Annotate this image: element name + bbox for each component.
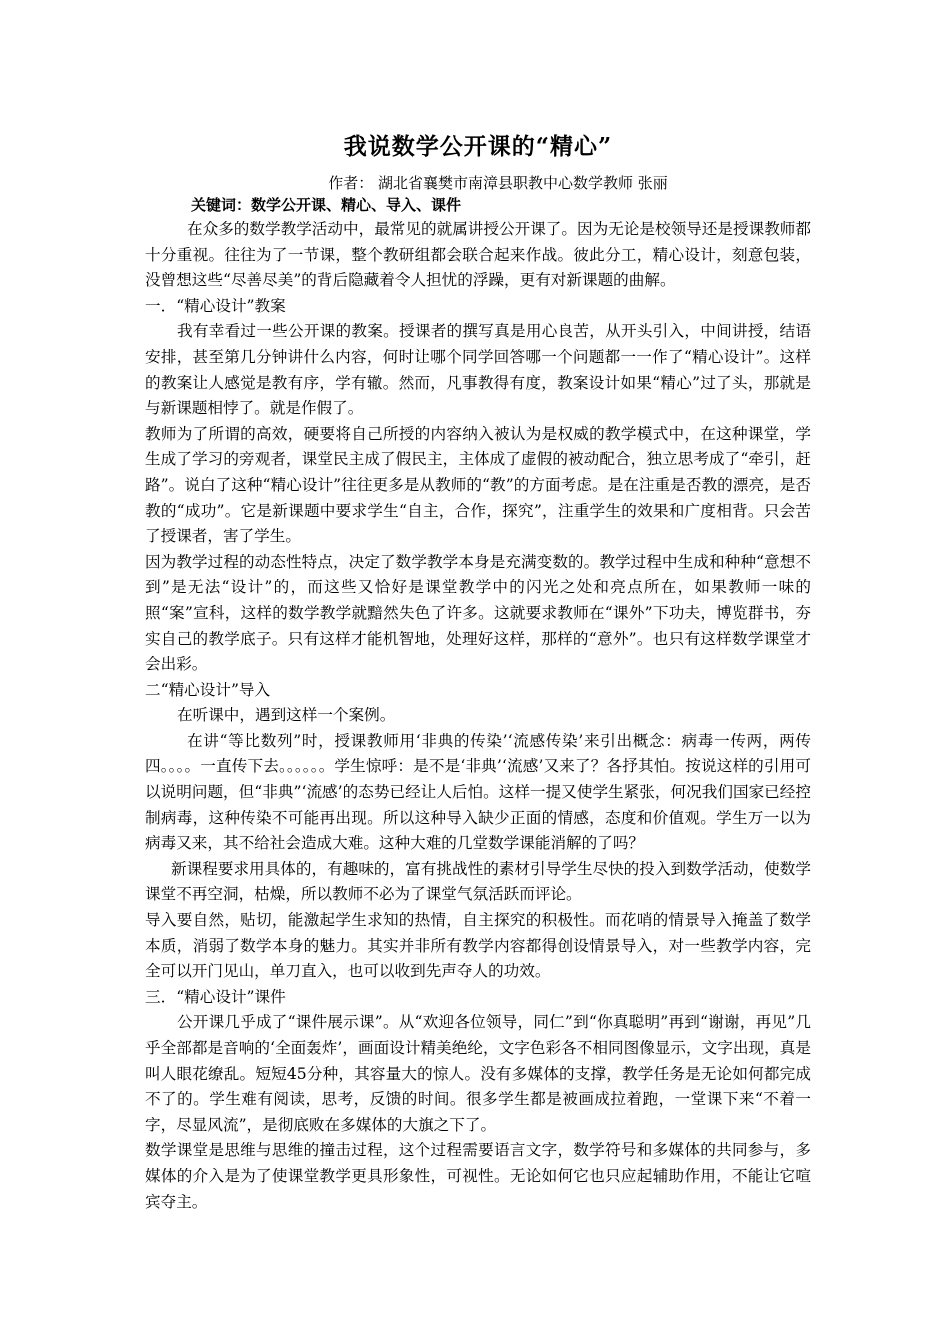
section-3-paragraph-1: 公开课几乎成了“课件展示课”。从“欢迎各位领导，同仁”到“你真聪明”再到“谢谢，再见”几乎全部都是音响的‘全面轰炸’，画面设计精美绝纶，文字色彩各不相同图像显示，文字出现，真是叫人眼花缭乱。短短45分种，其容量大的惊人。没有多媒体的支撑，教学任务是无论如何都完成不了的。学生难有阅读，思考，反馈的时间。很多学生都是被画成拉着跑，一堂课下来“不着一字，尽显风流”，是彻底败在多媒体的大旗之下了。 [145, 1013, 811, 1134]
section-1-paragraph-1: 我有幸看过一些公开课的教案。授课者的撰写真是用心良苦，从开头引入，中间讲授，结语安排，甚至第几分钟讲什么内容，何时让哪个同学回答哪一个问题都一一作了“精心设计”。这样的教案让人感觉是教有序，学有辙。然而，凡事教得有度，教案设计如果“精心”过了头，那就是与新课题相悖了。就是作假了。 [145, 322, 811, 418]
section-1-paragraph-2: 教师为了所谓的高效，硬要将自己所授的内容纳入被认为是权威的教学模式中，在这种课堂，学生成了学习的旁观者，课堂民主成了假民主，主体成了虚假的被动配合，独立思考成了“牵引，赶路”。说白了这种“精心设计”往往更多是从教师的“教”的方面考虑。是在注重是否教的漂亮，是否教的“成功”。它是新课题中要求学生“自主，合作，探究”，注重学生的效果和广度相背。只会苦了授课者，害了学生。 [145, 424, 811, 546]
section-2-paragraph-1: 在听课中，遇到这样一个案例。 [177, 706, 396, 725]
section-2-paragraph-3: 新课程要求用具体的，有趣味的，富有挑战性的素材引导学生尽快的投入到数学活动，使数学课堂不再空洞，枯燥，所以教师不必为了课堂气氛活跃而评论。 [145, 859, 811, 904]
section-2-paragraph-2: 在讲“等比数列”时，授课教师用‘非典的传染’‘流感传染’来引出概念：病毒一传两，两传四。。。。一直传下去。。。。。。学生惊呼：是不是‘非典’‘流感’又来了？各抒其怕。按说这样的引用可以说明问题，但“非典”‘流感’的态势已经让人后怕。这样一提又使学生紧张，何况我们国家已经控制病毒，这种传染不可能再出现。所以这种导入缺少正面的情感，态度和价值观。学生万一以为病毒又来，其不给社会造成大难。这种大难的几堂数学课能消解的了吗？ [145, 731, 811, 853]
section-3-heading: 三．“精心设计”课件 [145, 987, 286, 1006]
document-title: 我说数学公开课的“精心” [343, 133, 613, 160]
author-line: 作者： 湖北省襄樊市南漳县职教中心数学教师 张丽 [328, 174, 668, 192]
section-1-heading: 一．“精心设计”教案 [145, 296, 286, 315]
section-2-heading: 二“精心设计”导入 [145, 680, 271, 699]
document-page [145, 128, 811, 1215]
keywords-line: 关键词：数学公开课、精心、导入、课件 [191, 196, 462, 214]
section-3-paragraph-2: 数学课堂是思维与思维的撞击过程，这个过程需要语言文字，数学符号和多媒体的共同参与，多媒体的介入是为了使课堂教学更具形象性，可视性。无论如何它也只应起辅助作用，不能让它喧宾夺主。 [145, 1141, 811, 1211]
section-1-paragraph-3: 因为教学过程的动态性特点，决定了数学教学本身是充满变数的。教学过程中生成和种种“意想不到”是无法“设计”的，而这些又恰好是课堂教学中的闪光之处和亮点所在，如果教师一味的照“案”宣科，这样的数学教学就黯然失色了许多。这就要求教师在“课外”下功夫，博览群书，夯实自己的教学底子。只有这样才能机智地，处理好这样，那样的“意外”。也只有这样数学课堂才会出彩。 [145, 552, 811, 674]
intro-paragraph: 在众多的数学教学活动中，最常见的就属讲授公开课了。因为无论是校领导还是授课教师都十分重视。往往为了一节课，整个教研组都会联合起来作战。彼此分工，精心设计，刻意包装，没曾想这些“尽善尽美”的背后隐藏着令人担忧的浮躁，更有对新课题的曲解。 [145, 220, 811, 290]
section-2-paragraph-4: 导入要自然，贴切，能激起学生求知的热情，自主探究的积极性。而花哨的情景导入掩盖了数学本质，消弱了数学本身的魅力。其实并非所有教学内容都得创设情景导入，对一些教学内容，完全可以开门见山，单刀直入，也可以收到先声夺人的功效。 [145, 911, 811, 981]
